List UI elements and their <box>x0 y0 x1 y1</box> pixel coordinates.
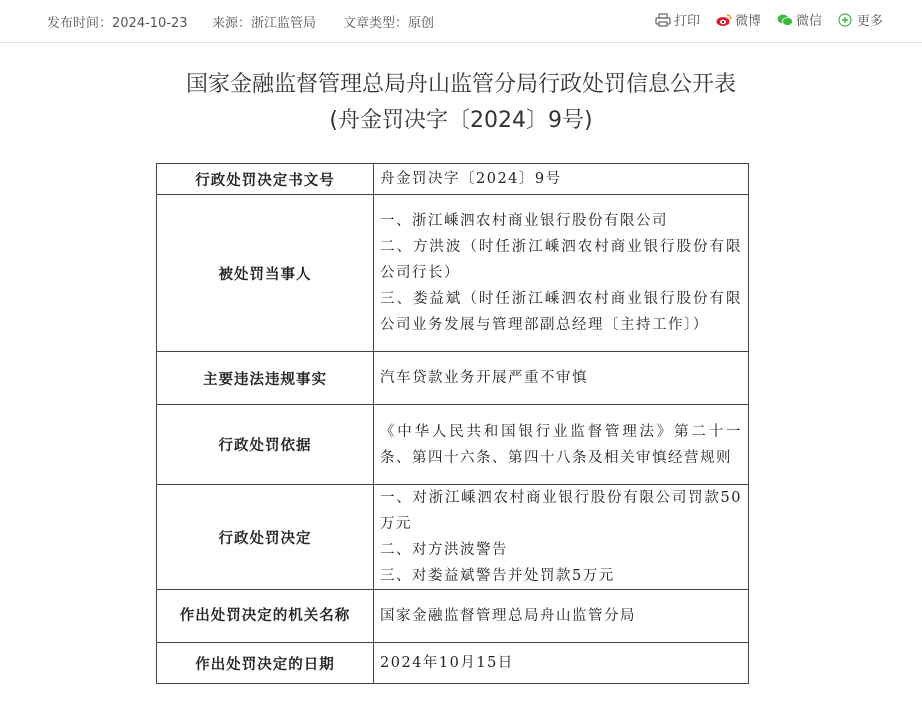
weibo-share-button[interactable] <box>716 10 761 29</box>
row-value <box>374 195 749 352</box>
row-key: 作出处罚决定的机关名称 <box>157 590 374 643</box>
table-row <box>157 643 749 684</box>
article-type: 文章类型：原创 <box>343 16 435 31</box>
page-title <box>0 67 922 139</box>
row-value <box>374 405 749 485</box>
wechat-icon <box>777 13 793 27</box>
row-key: 行政处罚依据 <box>157 405 374 485</box>
value-line: 2024年10月15日 <box>380 655 514 671</box>
wechat-share-button[interactable] <box>777 10 822 29</box>
table-row <box>157 485 749 590</box>
table-row <box>157 590 749 643</box>
more-share-button[interactable] <box>838 10 883 29</box>
weibo-label: 微博 <box>735 14 762 29</box>
table-row <box>157 405 749 485</box>
penalty-info-table <box>156 163 749 684</box>
weibo-icon <box>716 13 732 27</box>
row-value <box>374 164 749 195</box>
print-button[interactable] <box>655 10 700 29</box>
value-line: 舟金罚决字〔2024〕9号 <box>380 171 562 187</box>
plus-circle-icon <box>838 13 854 27</box>
row-value <box>374 643 749 684</box>
table-row <box>157 164 749 195</box>
row-value <box>374 590 749 643</box>
table-row <box>157 352 749 405</box>
title-line-2: (舟金罚决字〔2024〕9号) <box>329 108 593 133</box>
value-line: 汽车贷款业务开展严重不审慎 <box>380 370 588 386</box>
wechat-label: 微信 <box>796 14 823 29</box>
article-meta-bar <box>0 0 922 43</box>
value-line: 二、对方洪波警告 <box>380 542 508 558</box>
row-value <box>374 485 749 590</box>
row-key: 作出处罚决定的日期 <box>157 643 374 684</box>
title-line-1: 国家金融监督管理总局舟山监管分局行政处罚信息公开表 <box>185 72 736 97</box>
row-key: 行政处罚决定 <box>157 485 374 590</box>
value-line: 国家金融监督管理总局舟山监管分局 <box>380 608 636 624</box>
print-label: 打印 <box>674 14 701 29</box>
article-source: 来源：浙江监管局 <box>212 16 317 31</box>
table-row <box>157 195 749 352</box>
value-line: 一、浙江嵊泗农村商业银行股份有限公司 <box>380 213 668 229</box>
value-line: 《中华人民共和国银行业监督管理法》第二十一条、第四十六条、第四十八条及相关审慎经营规则 <box>380 423 742 466</box>
value-line: 三、对娄益斌警告并处罚款5万元 <box>380 568 615 584</box>
row-value <box>374 352 749 405</box>
value-line: 一、对浙江嵊泗农村商业银行股份有限公司罚款50万元 <box>380 490 742 532</box>
row-key: 行政处罚决定书文号 <box>157 164 374 195</box>
row-key: 主要违法违规事实 <box>157 352 374 405</box>
value-line: 二、方洪波（时任浙江嵊泗农村商业银行股份有限公司行长） <box>380 239 742 281</box>
printer-icon <box>655 13 671 27</box>
publish-date: 发布时间：2024-10-23 <box>47 16 188 31</box>
more-label: 更多 <box>857 14 884 29</box>
row-key: 被处罚当事人 <box>157 195 374 352</box>
share-toolbar <box>655 10 883 29</box>
value-line: 三、娄益斌（时任浙江嵊泗农村商业银行股份有限公司业务发展与管理部副总经理〔主持工作〕） <box>380 291 742 333</box>
